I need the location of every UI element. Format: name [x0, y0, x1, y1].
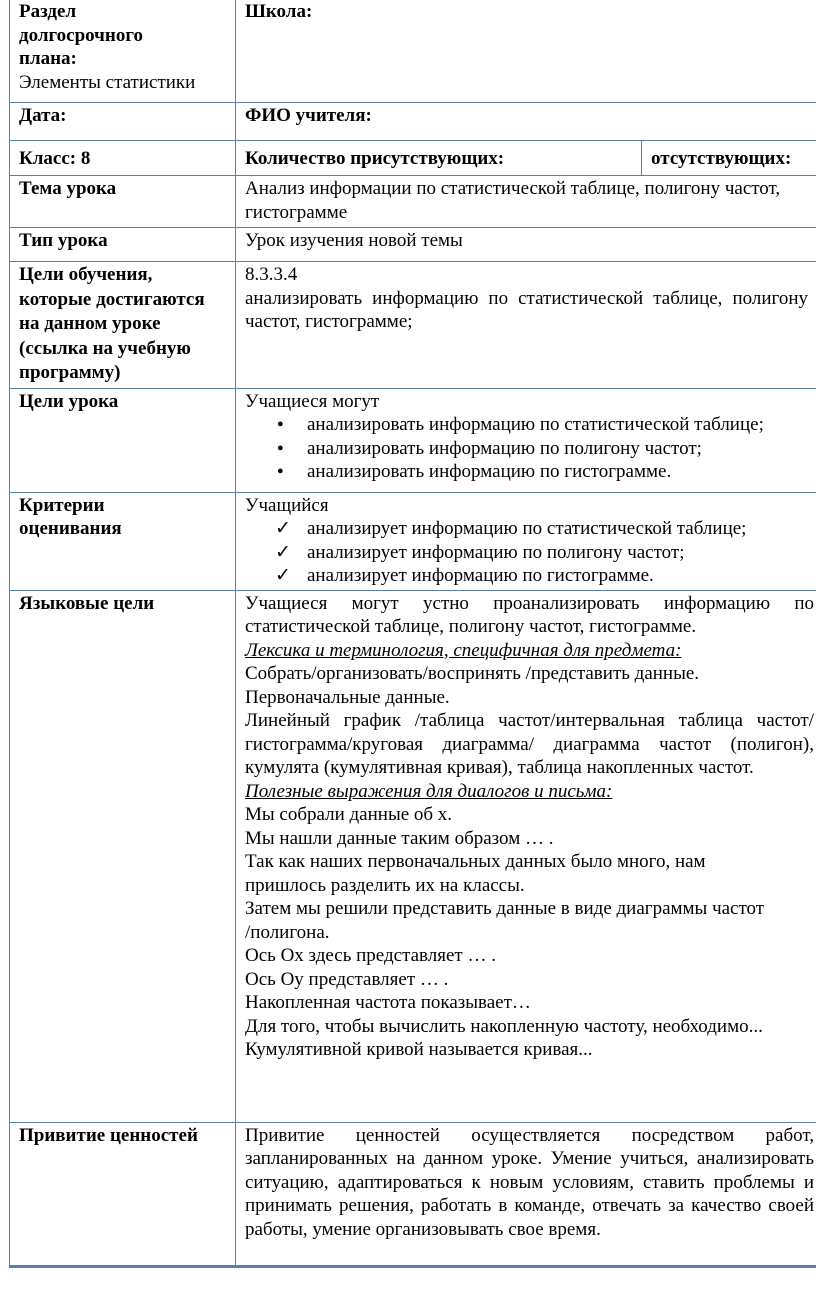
- phrase-item: Затем мы решили представить данные в виде диаграммы частот /полигона.: [245, 898, 765, 943]
- goals-label: Цели урока: [10, 388, 236, 492]
- row-type: [10, 228, 816, 262]
- phrase-item: Для того, чтобы вычислить накопленную частоту, необходимо...: [245, 1015, 763, 1037]
- row-objectives: [10, 262, 816, 389]
- criteria-intro: Учащийся: [245, 494, 329, 516]
- type-label: Тип урока: [10, 228, 236, 262]
- vocab-item: Линейный график /таблица частот/интервальная таблица частот/ гистограмма/круговая диаграмма/ диаграмма частот (полигон), кумулята (кумулятивная кривая), таблица накопленных частот.: [245, 710, 814, 778]
- values-value: Привитие ценностей осуществляется посредством работ, запланированных на данном уроке. Умение учиться, анализировать ситуацию, адаптироваться к новым условиям, ставить проблемы и принимать решения, работать в команде, отвечать за качество своей работы, умение организовывать свое время.: [236, 1122, 816, 1266]
- section-cell: [10, 0, 236, 103]
- goal-item: ● анализировать информацию по статистической таблице;: [307, 413, 816, 437]
- criteria-item: ✓ анализирует информацию по статистической таблице;: [307, 517, 816, 541]
- goals-cell: [236, 388, 816, 492]
- language-label: Языковые цели: [10, 590, 236, 1122]
- section-value: Элементы статистики: [19, 71, 196, 93]
- objectives-label: Цели обучения, которые достигаются на данном уроке (ссылка на учебную программу): [10, 262, 236, 389]
- row-language: [10, 590, 816, 1122]
- present-label: Количество присутствующих:: [236, 141, 642, 176]
- topic-value: Анализ информации по статистической таблице, полигону частот, гистограмме: [236, 176, 816, 228]
- objectives-value: анализировать информацию по статистической таблице, полигону частот, гистограмме;: [245, 287, 808, 332]
- section-label: Раздел долгосрочного плана:: [19, 1, 144, 69]
- date-label: Дата:: [10, 103, 236, 141]
- absent-label: отсутствующих:: [642, 141, 816, 176]
- goal-item: ● анализировать информацию по гистограмме.: [307, 460, 816, 484]
- phrase-item: Накопленная частота показывает…: [245, 992, 531, 1013]
- goals-intro: Учащиеся могут: [245, 390, 380, 412]
- criteria-item: ✓ анализирует информацию по полигону частот;: [307, 541, 816, 565]
- objectives-code: 8.3.3.4: [245, 264, 298, 285]
- goals-list: [245, 413, 816, 484]
- phrase-item: Кумулятивной кривой называется кривая...: [245, 1039, 593, 1060]
- topic-label: Тема урока: [10, 176, 236, 228]
- phrase-item: Ось Оy представляет … .: [245, 968, 449, 990]
- row-goals: [10, 388, 816, 492]
- row-values: [10, 1122, 816, 1266]
- language-cell: [236, 590, 816, 1122]
- row-class: [10, 141, 816, 176]
- vocab-item: Первоначальные данные.: [245, 686, 450, 708]
- type-value: Урок изучения новой темы: [236, 228, 816, 262]
- goal-item: ● анализировать информацию по полигону частот;: [307, 437, 816, 461]
- row-topic: [10, 176, 816, 228]
- values-label: Привитие ценностей: [10, 1122, 236, 1266]
- phrase-item: Мы собрали данные об x.: [245, 804, 453, 825]
- lesson-plan-table: [9, 0, 816, 1268]
- criteria-list: [245, 517, 816, 588]
- criteria-cell: [236, 492, 816, 590]
- phrase-item: Ось Оx здесь представляет … .: [245, 945, 496, 966]
- teacher-label: ФИО учителя:: [236, 103, 816, 141]
- class-label: Класс: 8: [10, 141, 236, 176]
- phrase-item: Мы нашли данные таким образом … .: [245, 827, 554, 849]
- row-section: [10, 0, 816, 103]
- school-label: Школа:: [236, 0, 816, 103]
- objectives-cell: [236, 262, 816, 389]
- row-criteria: [10, 492, 816, 590]
- phrase-item: Так как наших первоначальных данных было много, нам пришлось разделить их на классы.: [245, 851, 706, 896]
- phrases-heading: Полезные выражения для диалогов и письма:: [245, 780, 613, 802]
- row-date: [10, 103, 816, 141]
- criteria-item: ✓ анализирует информацию по гистограмме.: [307, 564, 816, 588]
- vocab-item: Собрать/организовать/воспринять /представить данные.: [245, 663, 700, 684]
- criteria-label: Критерии оценивания: [10, 492, 236, 590]
- vocab-heading: Лексика и терминология, специфичная для предмета:: [245, 639, 682, 661]
- language-intro: Учащиеся могут устно проанализировать информацию по статистической таблице, полигону частот, гистограмме.: [245, 592, 814, 637]
